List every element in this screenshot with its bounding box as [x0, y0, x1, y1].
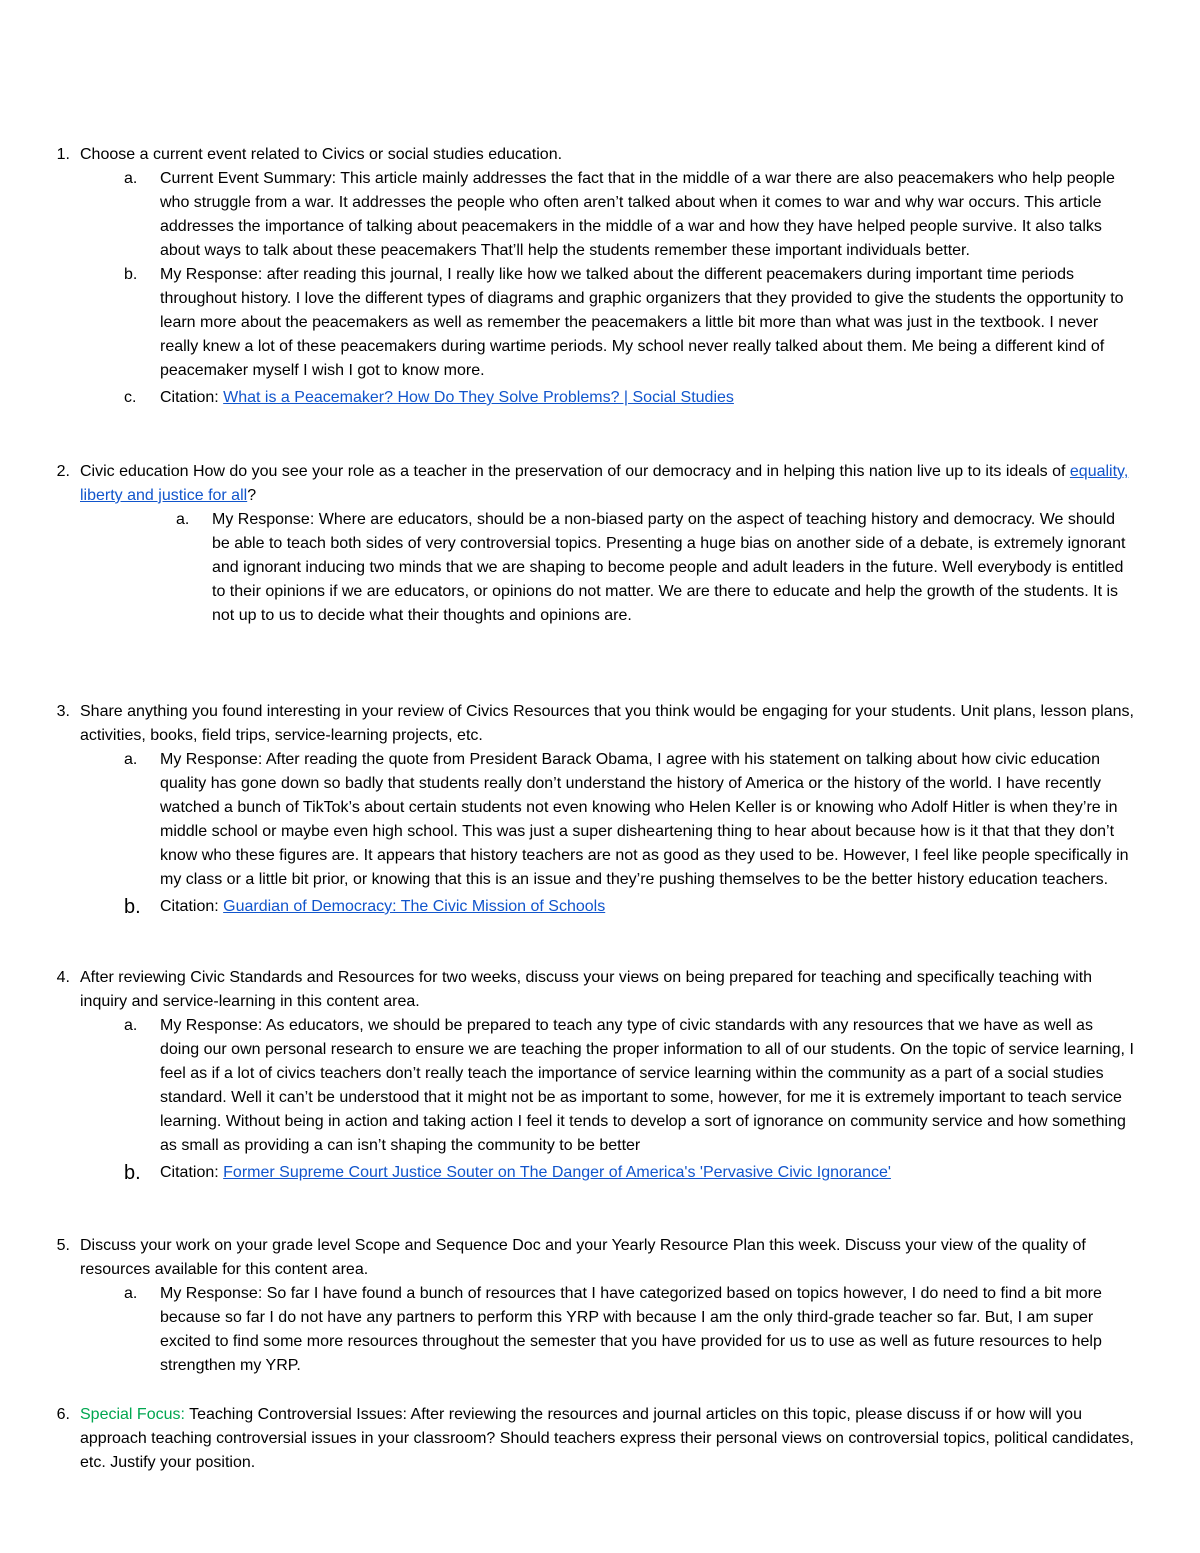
sub-item-b	[40, 895, 1135, 919]
question-6	[40, 1403, 1135, 1475]
my-response: My Response: After reading the quote from President Barack Obama, I agree with his statement on talking about how civic education quality has gone down so badly that students really don’t understand the history of America or the history of the world. I have recently watched a bunch of TikTok’s about certain students not even knowing who Helen Keller is or knowing who Adolf Hitler is when they’re in middle school or maybe even high school. This was just a super disheartening thing to hear about because how is it that that they don’t know who these figures are. It appears that history teachers are not as good as they used to be. However, I feel like people specifically in my class or a little bit prior, or knowing that this is an issue and they’re pushing themselves to be the better history education teachers.	[160, 751, 1129, 888]
equality-liberty-justice-link[interactable]: equality, liberty and justice for all	[80, 463, 1129, 504]
sub-item-label: c.	[124, 389, 137, 406]
sub-item-label: a.	[124, 170, 138, 187]
sub-item-label: a.	[124, 751, 138, 768]
question-4	[40, 966, 1135, 1185]
sub-item-a	[40, 508, 1135, 628]
citation-link[interactable]: What is a Peacemaker? How Do They Solve Problems? | Social Studies	[223, 389, 734, 406]
sub-item-label: b.	[124, 1162, 141, 1184]
question-number: 2.	[56, 463, 70, 480]
sub-item-label: a.	[124, 1017, 138, 1034]
sub-item-a	[40, 1282, 1135, 1378]
question-text: After reviewing Civic Standards and Resources for two weeks, discuss your views on being prepared for teaching and specifically teaching with inquiry and service-learning in this content area.	[80, 969, 1093, 1010]
sub-item-label: a.	[124, 1285, 138, 1302]
question-2	[40, 460, 1135, 628]
citation-link[interactable]: Former Supreme Court Justice Souter on The Danger of America's 'Pervasive Civic Ignorance'	[223, 1164, 891, 1181]
question-5	[40, 1234, 1135, 1378]
question-text: Teaching Controversial Issues: After reviewing the resources and journal articles on this topic, please discuss if or how will you approach teaching controversial issues in your classroom? Should teachers express their personal views on controversial topics, political candidates, etc. Justify your position.	[80, 1406, 1134, 1471]
question-1	[40, 143, 1135, 410]
citation-prefix: Citation:	[160, 389, 224, 406]
sub-item-b	[40, 1161, 1135, 1185]
my-response: My Response: after reading this journal, I really like how we talked about the different peacemakers during important time periods throughout history. I love the different types of diagrams and graphic organizers that they provided to give the students the opportunity to learn more about the peacemakers as well as remember the peacemakers a little bit more than what was just in the textbook. I never really knew a lot of these peacemakers during wartime periods. My school never really talked about them. Me being a different kind of peacemaker myself I wish I got to know more.	[160, 266, 1124, 379]
question-text: Share anything you found interesting in your review of Civics Resources that you think would be engaging for your students. Unit plans, lesson plans, activities, books, field trips, service-learning projects, etc.	[80, 703, 1134, 744]
question-text-end: ?	[247, 487, 257, 504]
sub-item-a	[40, 167, 1135, 263]
my-response: My Response: As educators, we should be prepared to teach any type of civic standards with any resources that we have as well as doing our own personal research to ensure we are teaching the proper information to all of our students. On the topic of service learning, I feel as if a lot of civics teachers don’t really teach the importance of service learning within the community as a part of a social studies standard. Well it can’t be understood that it might not be as important to some, however, for me it is extremely important to teach service learning. Without being in action and taking action I feel it tends to develop a sort of ignorance on community service and how something as small as providing a can isn’t shaping the community to be better	[160, 1017, 1134, 1154]
sub-item-a	[40, 1014, 1135, 1158]
sub-item-c	[40, 386, 1135, 410]
question-number: 1.	[56, 146, 70, 163]
sub-item-a	[40, 748, 1135, 892]
citation-prefix: Citation:	[160, 1164, 224, 1181]
question-3	[40, 700, 1135, 919]
citation-prefix: Citation:	[160, 898, 224, 915]
question-number: 5.	[56, 1237, 70, 1254]
question-number: 3.	[56, 703, 70, 720]
question-number: 4.	[56, 969, 70, 986]
my-response: My Response: Where are educators, should be a non-biased party on the aspect of teaching history and democracy. We should be able to teach both sides of very controversial topics. Presenting a huge bias on another side of a debate, is extremely ignorant and ignorant inducing two minds that we are shaping to become people and adult leaders in the future. Well everybody is entitled to their opinions if we are educators, or opinions do not matter. We are there to educate and help the growth of the students. It is not up to us to decide what their thoughts and opinions are.	[212, 511, 1126, 624]
sub-item-b	[40, 263, 1135, 383]
current-event-summary: Current Event Summary: This article mainly addresses the fact that in the middle of a war there are also peacemakers who help people who struggle from a war. It addresses the people who often aren’t talked about when it comes to war and why war occurs. This article addresses the importance of talking about peacemakers in the middle of a war and how they have helped people survive. It also talks about ways to talk about these peacemakers That’ll help the students remember these important individuals better.	[160, 170, 1115, 259]
sub-item-label: a.	[176, 511, 190, 528]
citation-link[interactable]: Guardian of Democracy: The Civic Mission of Schools	[223, 898, 606, 915]
sub-item-label: b.	[124, 896, 141, 918]
my-response: My Response: So far I have found a bunch of resources that I have categorized based on topics however, I do need to find a bit more because so far I do not have any partners to perform this YRP with because I am the only third-grade teacher so far. But, I am super excited to find some more resources throughout the semester that you have provided for us to use as well as future resources to help strengthen my YRP.	[160, 1285, 1102, 1374]
question-text: Discuss your work on your grade level Scope and Sequence Doc and your Yearly Resource Plan this week. Discuss your view of the quality of resources available for this content area.	[80, 1237, 1086, 1278]
special-focus-label: Special Focus:	[80, 1406, 185, 1423]
question-text: Civic education How do you see your role as a teacher in the preservation of our democracy and in helping this nation live up to its ideals of	[80, 463, 1070, 480]
sub-item-label: b.	[124, 266, 138, 283]
question-text: Choose a current event related to Civics or social studies education.	[80, 146, 563, 163]
question-number: 6.	[56, 1406, 70, 1423]
